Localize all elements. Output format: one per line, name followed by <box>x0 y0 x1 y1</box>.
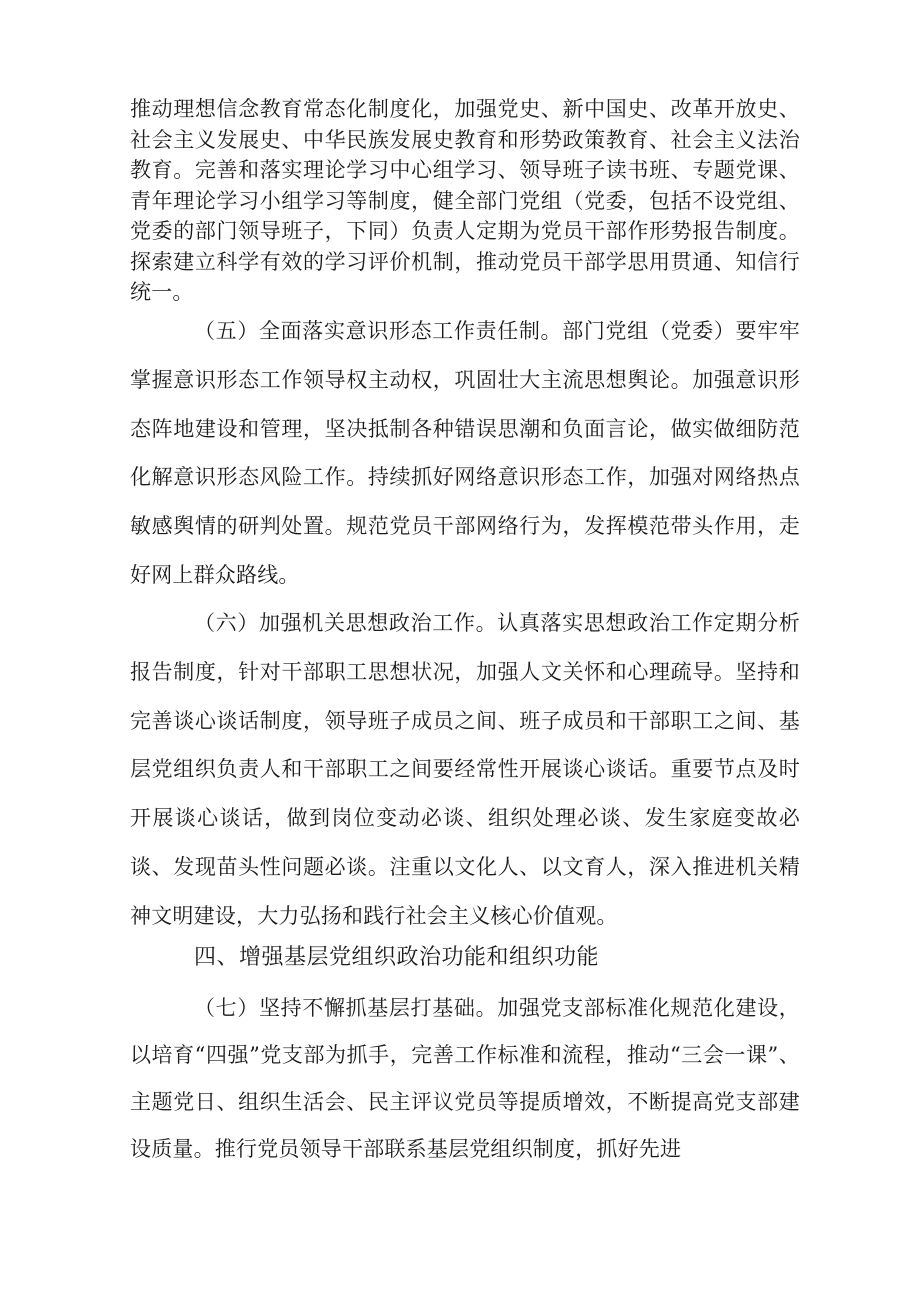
section-heading: 四、增强基层党组织政治功能和组织功能 <box>194 945 600 970</box>
paragraph-section-5: （五）全面落实意识形态工作责任制。部门党组（党委）要牢牢掌握意识形态工作领导权主动权，巩固壮大主流思想舆论。加强意识形态阵地建设和管理，坚决抵制各种错误思潮和负面言论，做实做细防范化解意识形态风险工作。持续抓好网络意识形态工作，加强对网络热点敏感舆情的研判处置。规范党员干部网络行为，发挥模范带头作用，走好网上群众路线。 <box>130 319 800 587</box>
paragraph-section-6: （六）加强机关思想政治工作。认真落实思想政治工作定期分析报告制度，针对干部职工思想状况，加强人文关怀和心理疏导。坚持和完善谈心谈话制度，领导班子成员之间、班子成员和干部职工之间、基层党组织负责人和干部职工之间要经常性开展谈心谈话。重要节点及时开展谈心谈话，做到岗位变动必谈、组织处理必谈、发生家庭变故必谈、发现苗头性问题必谈。注重以文化人、以文育人，深入推进机关精神文明建设，大力弘扬和践行社会主义核心价值观。 <box>130 611 800 928</box>
paragraph-continued: 推动理想信念教育常态化制度化，加强党史、新中国史、改革开放史、社会主义发展史、中华民族发展史教育和形势政策教育、社会主义法治教育。完善和落实理论学习中心组学习、领导班子读书班、专题党课、青年理论学习小组学习等制度，健全部门党组（党委，包括不设党组、党委的部门领导班子，下同）负责人定期为党员干部作形势报告制度。探索建立科学有效的学习评价机制，推动党员干部学思用贯通、知信行统一。 <box>130 97 800 304</box>
paragraph-section-7: （七）坚持不懈抓基层打基础。加强党支部标准化规范化建设，以培育“四强”党支部为抓手，完善工作标准和流程，推动“三会一课”、主题党日、组织生活会、民主评议党员等提质增效，不断提高党支部建设质量。推行党员领导干部联系基层党组织制度，抓好先进 <box>130 996 800 1161</box>
